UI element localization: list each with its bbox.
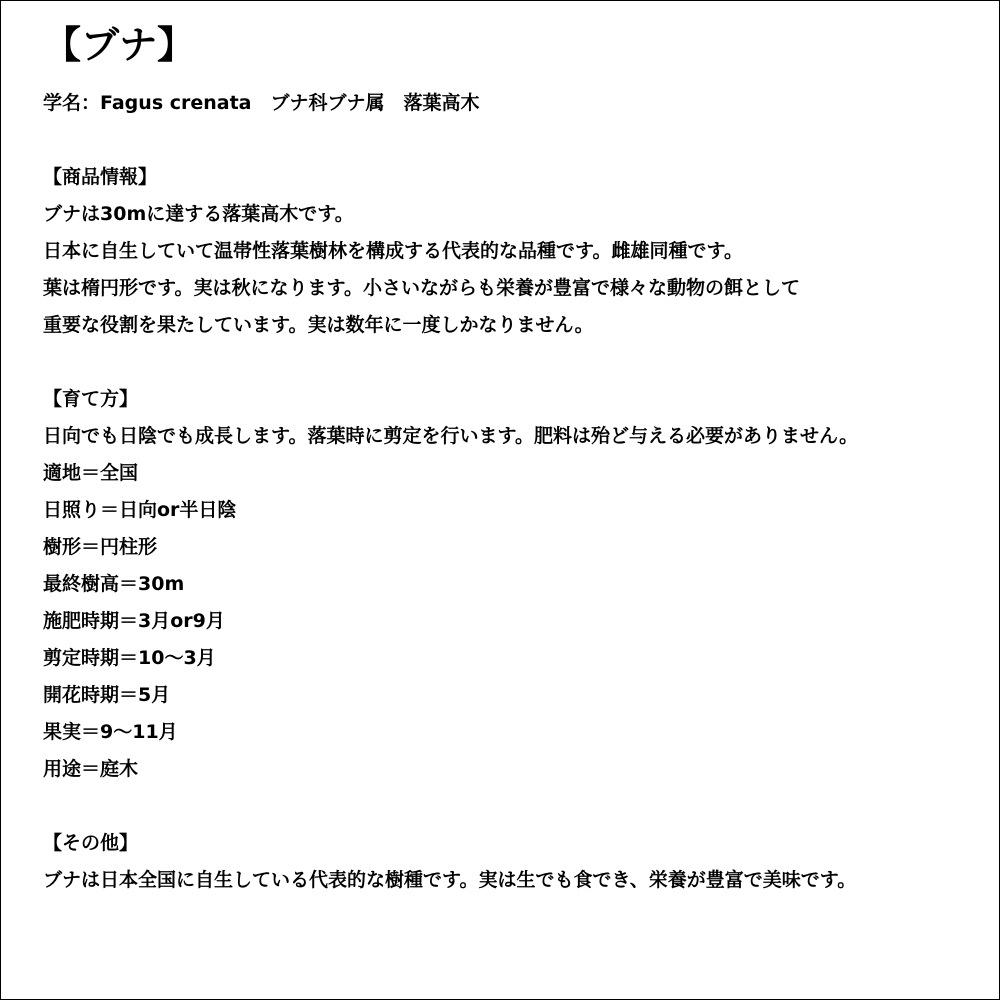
spec-usage: 用途＝庭木 [43, 758, 139, 780]
section-care-guide [43, 381, 983, 788]
spec-sunlight: 日照り＝日向or半日陰 [43, 499, 237, 521]
scientific-name-line: 学名：Fagus crenata ブナ科ブナ属 落葉高木 [43, 92, 480, 114]
text-line: 重要な役割を果たしています。実は数年に一度しかなりません。 [43, 314, 594, 336]
spec-pruning-period: 剪定時期＝10～3月 [43, 647, 216, 669]
section-heading: 【育て方】 [43, 388, 139, 410]
text-line: ブナは30mに達する落葉高木です。 [43, 203, 354, 225]
spacer [43, 344, 983, 381]
text-line: 日本に自生していて温帯性落葉樹林を構成する代表的な品種です。雌雄同種です。 [43, 240, 743, 262]
spec-fruit-period: 果実＝9～11月 [43, 721, 178, 743]
spec-flowering-period: 開花時期＝5月 [43, 684, 171, 706]
text-line: 日向でも日陰でも成長します。落葉時に剪定を行います。肥料は殆ど与える必要がありません。 [43, 425, 859, 447]
section-product-info [43, 159, 983, 344]
text-line: 葉は楕円形です。実は秋になります。小さいながらも栄養が豊富で様々な動物の餌として [43, 277, 800, 299]
section-heading: 【商品情報】 [43, 166, 158, 188]
spec-suitable-region: 適地＝全国 [43, 462, 139, 484]
spec-tree-shape: 樹形＝円柱形 [43, 536, 158, 558]
spec-final-height: 最終樹高＝30m [43, 573, 185, 595]
spacer [43, 122, 983, 159]
page-title: 【ブナ】 [43, 23, 196, 67]
text-line: ブナは日本全国に自生している代表的な樹種です。実は生でも食でき、栄養が豊富で美味です。 [43, 869, 857, 891]
document-body [43, 23, 983, 899]
spacer [43, 788, 983, 825]
spec-fertilizing-period: 施肥時期＝3月or9月 [43, 610, 225, 632]
section-other [43, 825, 983, 899]
section-heading: 【その他】 [43, 832, 139, 854]
